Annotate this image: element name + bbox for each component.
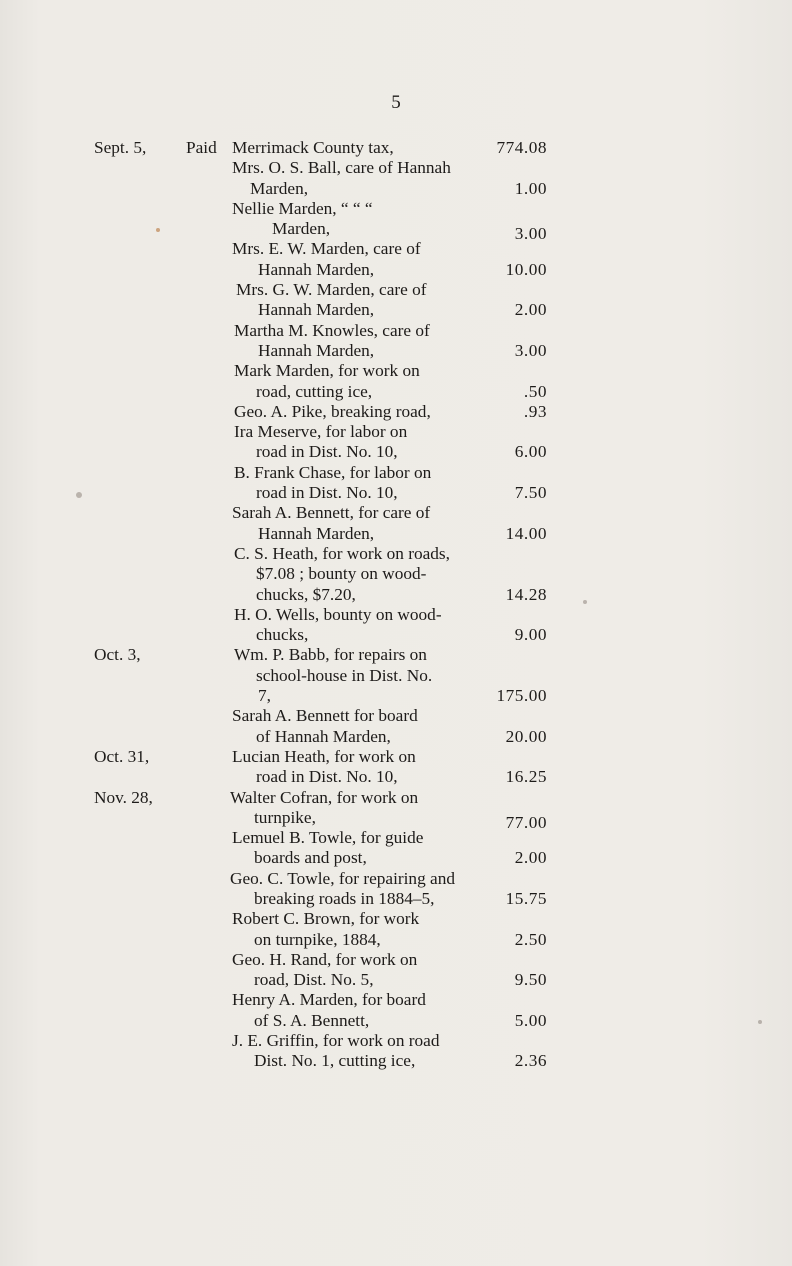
ink-speck (583, 600, 587, 604)
entry-description: of Hannah Marden, (256, 726, 391, 746)
entry-description: Lemuel B. Towle, for guide (232, 828, 424, 848)
ledger-row (0, 442, 792, 462)
entry-description: breaking roads in 1884–5, (254, 888, 435, 908)
ledger-row (0, 747, 792, 767)
ledger-row (0, 280, 792, 300)
entry-amount: 5.00 (514, 1010, 547, 1030)
ledger-row (0, 807, 792, 832)
ledger-row (0, 950, 792, 970)
entry-description: turnpike, (254, 807, 316, 827)
ledger-row (0, 422, 792, 442)
entry-amount: 20.00 (505, 726, 547, 746)
entry-description: Marden, (272, 219, 331, 239)
entry-description: 7, (258, 686, 271, 706)
ledger-entries (0, 138, 792, 1072)
entry-description: Mrs. E. W. Marden, care of (232, 239, 421, 259)
entry-description: Ira Meserve, for labor on (234, 422, 408, 442)
ledger-row (0, 239, 792, 259)
ledger-row (0, 402, 792, 422)
entry-amount: .93 (523, 401, 547, 421)
entry-description: Mark Marden, for work on (234, 361, 420, 381)
entry-description: Hannah Marden, (258, 523, 375, 543)
entry-amount: 3.00 (514, 340, 547, 360)
paid-label: Paid (186, 138, 217, 157)
entry-description: Sarah A. Bennett for board (232, 706, 418, 726)
ledger-row (0, 666, 792, 686)
ledger-row (0, 686, 792, 706)
entry-amount: 77.00 (505, 812, 547, 832)
ledger-row (0, 909, 792, 929)
entry-description: B. Frank Chase, for labor on (234, 462, 432, 482)
ledger-row (0, 361, 792, 381)
ledger-row (0, 1051, 792, 1071)
entry-amount: 15.75 (505, 888, 547, 908)
entry-description: Sarah A. Bennett, for care of (232, 503, 431, 523)
entry-date: Oct. 3, (94, 645, 141, 665)
entry-description: road, cutting ice, (256, 381, 373, 401)
ledger-row (0, 300, 792, 320)
entry-description: boards and post, (254, 848, 367, 868)
ledger-row (0, 503, 792, 523)
entry-description: on turnpike, 1884, (254, 929, 381, 949)
entry-amount: 175.00 (496, 686, 547, 706)
ledger-row (0, 970, 792, 990)
entry-description: Martha M. Knowles, care of (234, 320, 430, 340)
entry-description: Geo. H. Rand, for work on (232, 949, 418, 969)
entry-description: Dist. No. 1, cutting ice, (254, 1051, 416, 1071)
ledger-row (0, 341, 792, 361)
entry-description: Merrimack County tax, (232, 138, 394, 157)
entry-description: Hannah Marden, (258, 340, 375, 360)
entry-description: Lucian Heath, for work on (232, 746, 416, 766)
entry-amount: 9.50 (514, 970, 547, 990)
entry-amount: 9.00 (514, 625, 547, 645)
ledger-row (0, 260, 792, 280)
entry-date: Sept. 5, (94, 138, 147, 157)
ink-speck (156, 228, 160, 232)
entry-description: Mrs. G. W. Marden, care of (236, 280, 427, 300)
entry-description: C. S. Heath, for work on roads, (234, 543, 450, 563)
entry-date: Nov. 28, (94, 787, 153, 807)
entry-description: $7.08 ; bounty on wood- (256, 564, 427, 584)
entry-amount: 2.00 (514, 300, 547, 320)
entry-description: Marden, (250, 178, 309, 198)
entry-description: of S. A. Bennett, (254, 1010, 370, 1030)
ledger-row (0, 321, 792, 341)
ledger-row (0, 727, 792, 747)
ledger-row (0, 990, 792, 1010)
ledger-row (0, 179, 792, 199)
entry-amount: 7.50 (514, 483, 547, 503)
ink-speck (76, 492, 82, 498)
entry-description: Hannah Marden, (258, 300, 375, 320)
entry-amount: 2.00 (514, 848, 547, 868)
entry-description: J. E. Griffin, for work on road (232, 1031, 440, 1051)
entry-amount: .50 (523, 381, 547, 401)
entry-amount: 14.28 (505, 584, 547, 604)
ledger-row (0, 1031, 792, 1051)
entry-description: chucks, (256, 625, 309, 645)
ledger-row (0, 463, 792, 483)
ledger-row (0, 219, 792, 244)
ledger-row (0, 767, 792, 787)
entry-description: road in Dist. No. 10, (256, 767, 398, 787)
entry-date: Oct. 31, (94, 746, 150, 766)
entry-amount: 2.36 (514, 1051, 547, 1071)
entry-amount: 1.00 (514, 178, 547, 198)
ledger-row (0, 1011, 792, 1031)
entry-amount: 3.00 (514, 224, 547, 244)
ledger-row (0, 544, 792, 564)
entry-description: Robert C. Brown, for work (232, 909, 420, 929)
entry-description: Mrs. O. S. Ball, care of Hannah (232, 158, 451, 178)
ledger-row (0, 158, 792, 178)
entry-description: school-house in Dist. No. (256, 665, 433, 685)
entry-description: Walter Cofran, for work on (230, 787, 419, 807)
ledger-row (0, 483, 792, 503)
entry-description: Geo. A. Pike, breaking road, (234, 401, 431, 421)
ledger-row (0, 788, 792, 808)
entry-description: chucks, $7.20, (256, 584, 356, 604)
entry-description: Nellie Marden, “ “ “ (232, 198, 373, 218)
entry-description: H. O. Wells, bounty on wood- (234, 604, 442, 624)
ledger-row (0, 564, 792, 584)
ink-speck (758, 1020, 762, 1024)
entry-amount: 10.00 (505, 259, 547, 279)
entry-description: road, Dist. No. 5, (254, 970, 374, 990)
ledger-row (0, 828, 792, 848)
ledger-row (0, 869, 792, 889)
ledger-row (0, 706, 792, 726)
ledger-row (0, 382, 792, 402)
ledger-row (0, 930, 792, 950)
ledger-row (0, 138, 792, 158)
entry-description: road in Dist. No. 10, (256, 442, 398, 462)
entry-amount: 774.08 (496, 138, 547, 157)
entry-amount: 14.00 (505, 523, 547, 543)
entry-amount: 16.25 (505, 767, 547, 787)
entry-description: road in Dist. No. 10, (256, 483, 398, 503)
ledger-row (0, 848, 792, 868)
entry-description: Geo. C. Towle, for repairing and (230, 868, 455, 888)
entry-amount: 2.50 (514, 929, 547, 949)
ledger-row (0, 889, 792, 909)
ledger-row (0, 199, 792, 219)
ledger-row (0, 625, 792, 645)
ledger-row (0, 585, 792, 605)
ledger-row (0, 645, 792, 665)
page-number: 5 (391, 92, 401, 113)
entry-description: Wm. P. Babb, for repairs on (234, 645, 427, 665)
entry-description: Henry A. Marden, for board (232, 990, 426, 1010)
entry-amount: 6.00 (514, 442, 547, 462)
ledger-row (0, 605, 792, 625)
ledger-row (0, 524, 792, 544)
entry-description: Hannah Marden, (258, 259, 375, 279)
